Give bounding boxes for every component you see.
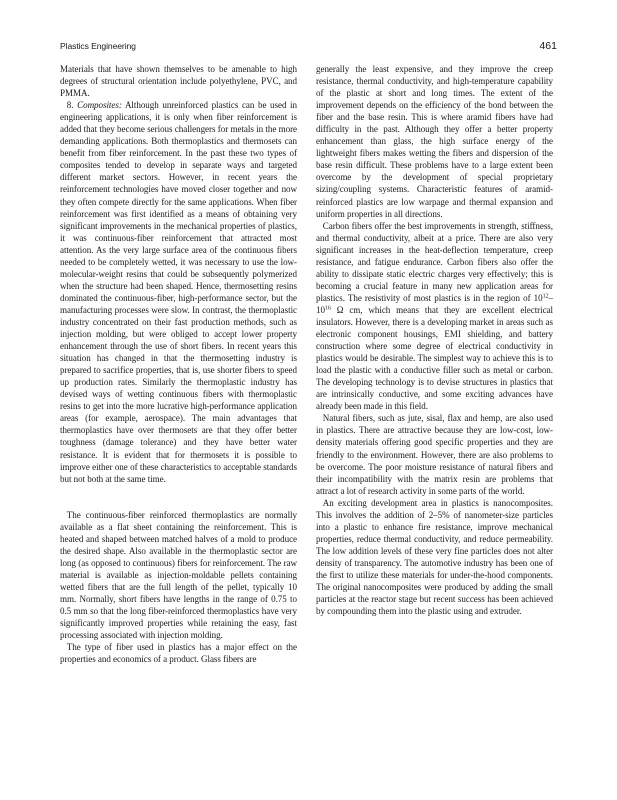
paragraph: Natural fibers, such as jute, sisal, flax and hemp, are also used in plastics. There are attractive because they are low-cost, low-density materials offering good specific properties and they are friendly to the environment. However, there are also problems to be overcome. The poor moisture resistance of natural fibers and their incompatibility with the matrix resin are problems that attract a lot of research activity in some parts of the world. (316, 413, 553, 496)
paragraph-carbon-fibers (316, 220, 553, 413)
paragraph: generally the least expensive, and they improve the creep resistance, thermal conductivity, and high-temperature capability of the plastic at short and long times. The extent of the improvement depends on the efficiency of the bond between the fiber and the base resin. This is where aramid fibers have had difficulty in the past. Although they offer a better property enhancement than glass, the high surface energy of the lightweight fibers makes wetting the fibers and dispersion of the base resin difficult. These problems have to a large extent been overcome by the development of special proprietary sizing/coupling systems. Characteristic features of aramid-reinforced plastics are low warpage and thermal expansion and uniform properties in all directions. (316, 64, 553, 219)
right-column (316, 63, 553, 617)
running-head (60, 41, 557, 55)
paragraph-text: Ω cm, which means that they are excellent electrical insulators. However, there is a developing market in areas such as electronic component housings, EMI shielding, and battery construction where some degree of electrical conductivity in plastics would be desirable. The simplest way to achieve this is to load the plastic with a conductive filler such as metal or carbon. The developing technology is to devise structures in plastics that are intrinsically conductive, and some exciting advances have already been made in this field. (316, 304, 553, 412)
paragraph: The type of fiber used in plastics has a major effect on the properties and economics of a product. Glass fibers are (60, 642, 297, 665)
list-number: 8. (66, 100, 74, 111)
exponent: 12 (542, 293, 549, 300)
paragraph: Materials that have shown themselves to be amenable to high degrees of structural orientation include polyethylene, PVC, and PMMA. (60, 64, 297, 99)
running-title: Plastics Engineering (60, 41, 136, 51)
paragraph-text: Carbon fibers offer the best improvements in strength, stiffness, and thermal conductivity, albeit at a price. There are also very significant increases in the heat-deflection temperature, creep resistance, and fatigue endurance. Carbon fibers also offer the ability to dissipate static electric charges very effectively; this is becoming a crucial feature in many new application areas for plastics. The resistivity of most plastics is in the region of 10 (316, 220, 553, 303)
section-heading-composites: Composites: (77, 100, 122, 111)
left-column (60, 63, 297, 665)
paragraph: An exciting development area in plastics is nanocomposites. This involves the addition of 2–5% of nanometer-size particles into a plastic to enhance fire resistance, improve mechanical properties, reduce thermal conductivity, and reduce permeability. The low addition levels of these very fine particles does not alter density of transparency. The automotive industry has been one of the first to utilize these materials for under-the-hood components. The original nanocomposites were produced by adding the small particles at the reactor stage but recent success has been achieved by compounding them into the plastic using and extruder. (316, 497, 553, 617)
range-dash: –10 (316, 292, 553, 315)
paragraph-composites (60, 99, 297, 485)
exponent: 16 (324, 305, 331, 312)
page-number: 461 (539, 40, 557, 52)
paragraph: The continuous-fiber reinforced thermoplastics are normally available as a flat sheet containing the reinforcement. This is heated and shaped between matched halves of a mold to produce the desired shape. Also available in the thermoplastic sector are long (as opposed to continuous) fibers for reinforcement. The raw material is available as injection-moldable pellets containing wetted fibers that are the full length of the pellet, typically 10 mm. Normally, short fibers have lengths in the range of 0.75 to 0.5 mm so that the long fiber-reinforced thermoplastics have very significantly improved properties while retaining the easy, fast processing associated with injection molding. (60, 509, 297, 641)
paragraph-text: Although unreinforced plastics can be used in engineering applications, it is only when fiber reinforcement is added that they become serious challengers for metals in the more demanding applications. Both thermoplastics and thermosets can benefit from fiber reinforcement. In the past these two types of composites tended to develop in separate ways and targeted different market sectors. However, in recent years the reinforcement technologies have moved closer together and now they often compete directly for the same applications. When fiber reinforcement was first identified as a means of obtaining very significant improvements in the mechanical properties of plastics, it was continuous-fiber reinforcement that attracted most attention. As the very large surface area of the continuous fibers needed to be completely wetted, it was necessary to use the low-molecular-weight resins that could be subsequently polymerized when the structure had been shaped. Hence, thermosetting resins dominated the continuous-fiber, high-performance sector, but the manufacturing processes were slow. In contrast, the thermoplastic industry concentrated on their fast production methods, such as injection molding, but were obliged to accept lower property enhancement through the use of short fibers. In recent years this situation has changed in that the thermosetting industry is prepared to sacrifice properties, that is, use shorter fibers to speed up production rates. Similarly the thermoplastic industry has devised ways of wetting continuous fibers with thermoplastic resins to get into the more lucrative high-performance application areas (for example, aerospace). The main advantages that thermoplastics have over thermosets are that they offer better toughness (damage tolerance) and they have better water resistance. It is evident that for thermosets it is possible to improve either one of these characteristics to acceptable standards but not both at the same time. (60, 100, 297, 484)
